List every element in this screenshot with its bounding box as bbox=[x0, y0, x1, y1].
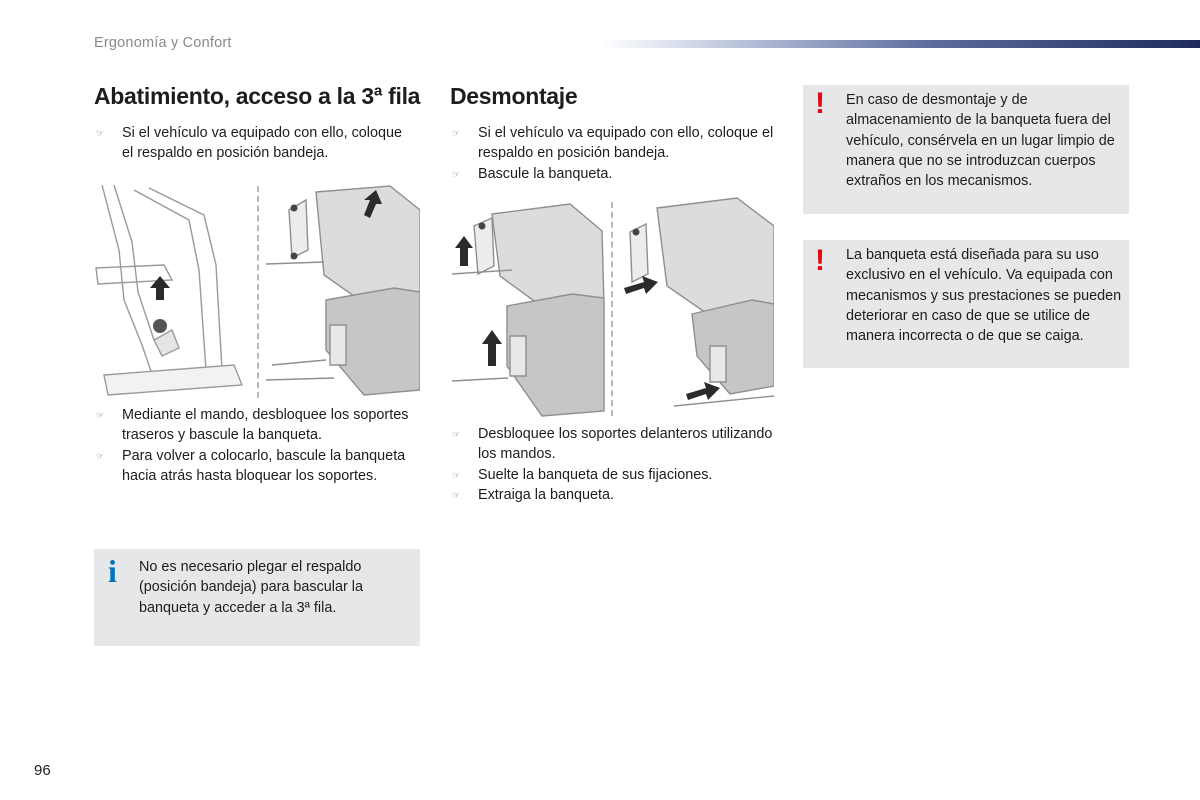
list-item: ☞ Si el vehículo va equipado con ello, coloque el respaldo en posición bandeja. bbox=[96, 125, 403, 162]
pointing-hand-icon: ☞ bbox=[96, 450, 105, 461]
list-item: ☞ Extraiga la banqueta. bbox=[450, 485, 780, 505]
list-item: ☞ Desbloquee los soportes delanteros utilizando los mandos. bbox=[452, 426, 773, 463]
pointing-hand-icon: ☞ bbox=[452, 168, 461, 179]
seat-removal-illustration bbox=[452, 196, 774, 418]
page-number: 96 bbox=[34, 762, 51, 779]
warning-note-storage bbox=[803, 85, 1129, 214]
exclamation-icon: ! bbox=[815, 244, 825, 277]
pointing-hand-icon: ☞ bbox=[96, 410, 105, 420]
pointing-hand-icon: ☞ bbox=[452, 469, 461, 480]
list-item: ☞ Si el vehículo va equipado con ello, coloque el respaldo en posición bandeja. bbox=[452, 125, 774, 162]
pointing-hand-icon: ☞ bbox=[452, 429, 461, 439]
warning-text-usage: La banqueta está diseñada para su uso exclusivo en el vehículo. Va equipada con mecanismos y sus prestaciones se pueden deteriorar en caso de que se utilice de manera incorrecta o de que se caiga. bbox=[846, 247, 1122, 345]
middle-section-heading: Desmontaje bbox=[450, 83, 578, 109]
left-intro-list bbox=[94, 123, 414, 164]
list-item: ☞ Para volver a colocarlo, bascule la banqueta hacia atrás hasta bloquear los soportes. bbox=[96, 447, 406, 484]
list-item: ☞ Suelte la banqueta de sus fijaciones. bbox=[450, 465, 780, 485]
info-icon: i bbox=[108, 553, 117, 589]
seat-tilt-illustration bbox=[94, 180, 420, 400]
exclamation-icon: ! bbox=[815, 87, 825, 120]
seat-removal-drawing bbox=[452, 196, 774, 418]
left-steps-list bbox=[94, 405, 414, 486]
figure-divider bbox=[257, 186, 259, 398]
pointing-hand-icon: ☞ bbox=[96, 128, 105, 138]
header-gradient-bar bbox=[602, 40, 1200, 48]
figure-divider bbox=[611, 202, 613, 416]
pointing-hand-icon: ☞ bbox=[452, 489, 461, 500]
section-title: Ergonomía y Confort bbox=[94, 35, 232, 51]
middle-intro-list bbox=[450, 123, 780, 184]
pointing-hand-icon: ☞ bbox=[452, 128, 461, 138]
list-item: ☞ Mediante el mando, desbloquee los soportes traseros y bascule la banqueta. bbox=[96, 407, 409, 444]
info-note-text: No es necesario plegar el respaldo (posición bandeja) para bascular la banqueta y acceder a la 3ª fila. bbox=[139, 559, 363, 616]
warning-note-usage bbox=[803, 240, 1129, 368]
list-item: ☞ Bascule la banqueta. bbox=[450, 164, 780, 184]
middle-steps-list bbox=[450, 424, 780, 505]
left-section-heading: Abatimiento, acceso a la 3ª fila bbox=[94, 83, 421, 109]
info-note bbox=[94, 549, 420, 646]
warning-text-storage: En caso de desmontaje y de almacenamiento de la banqueta fuera del vehículo, consérvela en un lugar limpio de manera que no se introduzcan cuerpos extraños en los mecanismos. bbox=[846, 92, 1115, 190]
